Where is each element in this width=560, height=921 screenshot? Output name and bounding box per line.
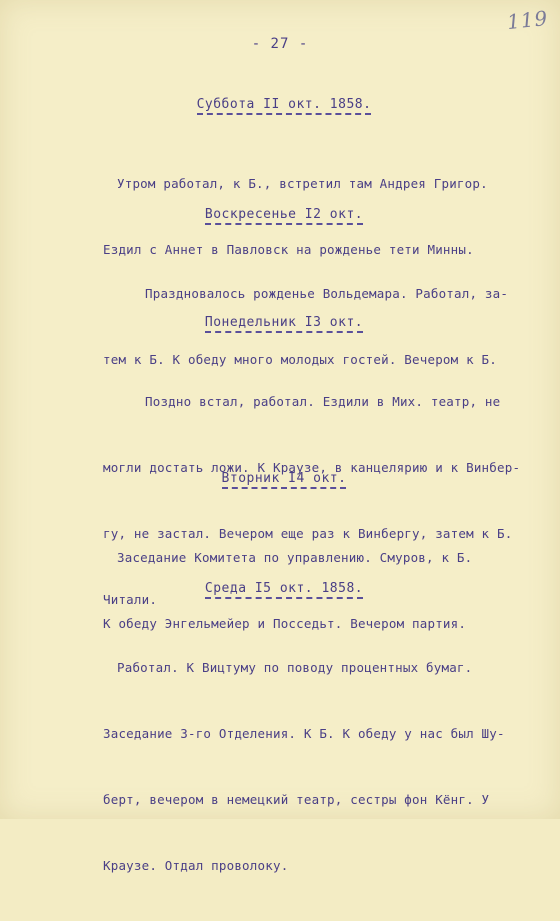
text-line: Заседание 3-го Отделения. К Б. К обеду у нас был Шу- — [103, 726, 505, 741]
text-line: Краузе. Отдал проволоку. — [103, 858, 289, 873]
entry-heading: Воскресенье I2 окт. — [205, 207, 363, 225]
text-line: Праздновалось рожденье Вольдемара. Работал, за- — [145, 286, 509, 301]
entry-heading: Вторник I4 окт. — [222, 471, 347, 489]
diary-entry — [0, 580, 560, 921]
text-line: могли достать ложи. К Краузе, в канцелярию и к Винбер- — [103, 460, 521, 475]
archive-number: 119 — [505, 5, 550, 35]
text-line: берт, вечером в немецкий театр, сестры фон Кёнг. У — [103, 792, 490, 807]
text-line: К обеду Энгельмейер и Посседьт. Вечером партия. — [103, 616, 467, 631]
entry-heading: Понедельник I3 окт. — [205, 315, 363, 333]
entry-text — [0, 613, 560, 921]
text-line: тем к Б. К обеду много молодых гостей. Вечером к Б. — [103, 352, 498, 367]
page-number: - 27 - — [251, 36, 309, 52]
text-line: гу, не застал. Вечером еще раз к Винбергу, затем к Б. — [103, 526, 513, 541]
entry-heading: Суббота II окт. 1858. — [197, 97, 372, 115]
text-line: Работал. К Вицтуму по поводу процентных бумаг. — [117, 660, 473, 675]
entry-heading: Среда I5 окт. 1858. — [205, 581, 363, 599]
text-line: Поздно встал, работал. Ездили в Мих. театр, не — [145, 394, 501, 409]
text-line: Утром работал, к Б., встретил там Андрея Григор. — [117, 176, 488, 191]
text-line: Ездил с Аннет в Павловск на рожденье тети Минны. — [103, 242, 474, 257]
text-line: Читали. — [103, 592, 158, 607]
text-line: Заседание Комитета по управлению. Смуров, к Б. — [117, 550, 473, 565]
